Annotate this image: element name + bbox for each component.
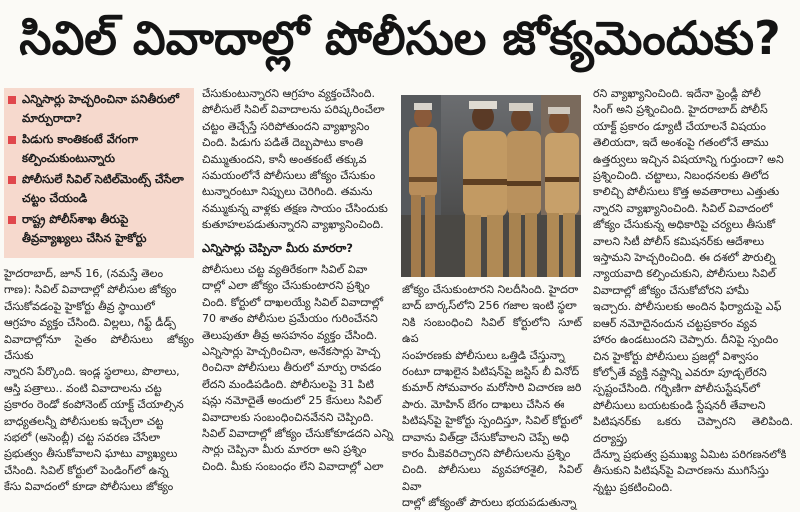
article-column-4 [593, 86, 793, 494]
highlights-box [4, 88, 194, 258]
article-line: వివాదాల్లోనూ సైతం పోలీసులు జోక్యం చేసుకు [4, 332, 194, 363]
article-column-1 [4, 266, 194, 494]
article-line: కేసు వివాదంలో కూడా పోలీసులు జోక్యం [4, 480, 174, 494]
article-line: చింది. మీకు సంబంధం లేని వివాదాల్లో ఎలా [202, 459, 384, 473]
article-line: సమయంలోనే పోలీసులు జోక్యం చేసుకుం [202, 169, 376, 183]
article-line: చిమ్ముతుందని, కానీ అంతకంటే తక్కువ [202, 152, 367, 166]
article-line: న్యాయవాది కల్పించుకుని, పోలీసులు సివిల్ [593, 267, 776, 281]
article-line: న్నారని వ్యాఖ్యానించింది. సివిల్ వివాదంలో [593, 201, 773, 215]
highlight-text: పిడుగు కాంతికంటే వేగంగా కల్పించుకుంటున్నారు [22, 132, 139, 165]
article-line: ప్రభుత్వం తీసుకోవాలని ఘాటు వ్యాఖ్యలు [4, 447, 178, 461]
article-line: హైదరాబాద్, జూన్ 16, (నమస్తే తెలం [4, 267, 164, 280]
article-line: తీసుకుని పిటిషన్‌పై విచారణను ముగిసేస్తు [593, 464, 769, 478]
bullet-square-icon [8, 216, 16, 224]
article-line: తెలియదా, ఇదే అంశంపై గతంలోనే తాము [593, 136, 769, 150]
article-line: కారం మీకెవరిచ్చారని పోలీసులను ప్రశ్నిం [402, 447, 571, 461]
article-line: ఇచ్చారు. పోలీసులకు అందిన ఫిర్యాదుపై ఎఫ్ [593, 300, 782, 314]
article-line: ప్రశ్నించింది. చట్టాలు, నిబంధనలకు తిలోద [593, 169, 769, 183]
article-line: రించినా పోలీసులు తీరులో మార్పు రావడం [202, 361, 382, 375]
article-line: తెలుపుతూ తీవ్ర అసహనం వ్యక్తం చేసింది. [202, 328, 378, 342]
bullet-square-icon [8, 136, 16, 144]
article-line: కుమార్ సోమవారం మరోసారి విచారణ జరి [402, 381, 582, 395]
article-line: చేసుకోవడంపై హైకోర్టు తీవ్ర స్థాయిలో [4, 299, 155, 313]
article-line: చట్టం తెచ్చేస్తే సరిపోతుందని వ్యాఖ్యానిం [202, 119, 370, 133]
article-line: ఐఆర్ నమోదైనందున చట్టప్రకారం వ్యవ [593, 316, 757, 330]
bullet-square-icon [8, 176, 16, 184]
article-line: నికి సంబంధించి సివిల్ కోర్టులోని సూట్ ఉప [402, 315, 582, 346]
article-line: ఇస్తామని హెచ్చరించింది. ఈ దశలో పౌరుల్ని [593, 251, 776, 265]
article-line: సభలో (అసెంబ్లీ) చట్ట సవరణ చేసేలా [4, 431, 161, 445]
article-line: వాలని సిటీ పోలీస్ కమిషనర్‌కు ఆదేశాలు [593, 234, 765, 248]
highlight-item [8, 170, 190, 208]
bullet-square-icon [8, 96, 16, 104]
article-line: దావాను విత్‌డ్రా చేసుకోవాలని చెప్పే అధి [402, 430, 570, 444]
subheading: ఎన్నిసార్లు చెప్పినా మీరు మారరా? [202, 241, 353, 255]
article-line: చింది. పోలీసులు వ్యవహారశైలి, సివిల్ వివా [402, 463, 582, 493]
article-line: బాధ్యతలన్నీ పోలీసులకు ఇచ్చేలా చట్ట [4, 414, 164, 428]
article-line: చేసింది. సివిల్ కోర్టులో పెండింగ్‌లో ఉన్న [4, 463, 169, 477]
article-line: ప్రకారం రెండో కంపోనెంట్ యాక్ట్ చేయాల్సిన [4, 398, 184, 412]
article-line: చేసుకుంటున్నారని ఆగ్రహం వ్యక్తంచేసింది. [202, 87, 375, 100]
article-line: గాణ): సివిల్ వివాదాల్లో పోలీసుల జోక్యం [4, 283, 177, 297]
article-line: సార్లు చెప్పినా మీరు మారరా అని ప్రశ్నిం [202, 443, 367, 457]
police-officers-photo [401, 95, 581, 277]
article-line: ఆగ్రహం వ్యక్తం చేసింది. విల్లలు, గిఫ్ట్ డీడ్స్ [4, 316, 176, 330]
article-line: పిటిషన్‌పై హైకోర్టు స్పందిస్తూ, సివిల్ కోర్టులో [402, 414, 582, 428]
article-line: రని వ్యాఖ్యానించింది. ఇదేనా ఫ్రెండ్లీ పోలీ [593, 87, 761, 100]
article-line: సివిల్ వివాదాల్లో జోక్యం చేసుకోకూడదని ఎన్ని [202, 427, 394, 441]
highlight-text: పోలీసులే సివిల్ సెటిల్‌మెంట్స్ చేసేలా చట్టం చేయండి [22, 172, 184, 205]
highlight-item [8, 210, 190, 248]
article-line: పోలీసులే సివిల్ వివాదాలను పరిష్కరించేలా [202, 103, 385, 117]
article-line: కుతూహలపడుతున్నారని వ్యాఖ్యానించింది. [202, 218, 384, 232]
article-line: సింగ్ అని ప్రశ్నించింది. హైదరాబాద్ పోలీస్ [593, 103, 768, 117]
article-line: షన్లు నమోదైతే అందులో 25 కేసులు సివిల్ [202, 394, 382, 408]
article-column-2-continued [202, 262, 394, 488]
article-line: ఎన్నిసార్లు హెచ్చరించినా, అనేకసార్లు హెచ్చ [202, 345, 381, 359]
article-line: రంటూ దాఖలైన పిటిషన్‌పై జస్టిస్ బీ వినోద్ [402, 365, 580, 379]
article-line: 70 శాతం పోలీసుల ప్రమేయం గురించేనని [202, 312, 378, 326]
article-column-2 [202, 86, 394, 236]
article-line: న్నారని పేర్కొంది. ఇండ్ల స్థలాలు, పొలాలు, [4, 365, 180, 379]
article-line: పారు. మోహిన్ బేగం దాఖలు చేసిన ఈ [402, 397, 565, 411]
article-line: న్నట్టు ప్రకటించింది. [593, 480, 673, 494]
article-line: చింది. కోర్టులో దాఖలయ్యే సివిల్ వివాదాల్లో [202, 295, 384, 309]
article-line: లేదని మండిపడింది. పోలీసులపై 31 పిటి [202, 377, 374, 391]
article-line: కాలిచ్చి పోలీసులు కొత్త అవతారాలు ఎత్తుతు [593, 185, 780, 199]
article-line: నమ్ముకున్న వాళ్లకు తక్షణ సాయం చేసిందుకు [202, 201, 388, 215]
article-line: యాక్ట్ ప్రకారం డ్యూటీ చేయాలనే విషయం [593, 119, 766, 133]
article-line: ఆస్తి పత్రాలు.. వంటి వివాదాలను చట్ట [4, 381, 162, 395]
article-line: వివాదాలకు సంబంధించినవేనని చెప్పింది. [202, 410, 374, 424]
highlight-item [8, 90, 190, 128]
article-line: దాల్లో ఎలా జోక్యం చేసుకుంటారని ప్రశ్నిం [202, 279, 370, 293]
highlight-text: ఎన్నిసార్లు హెచ్చరించినా పనితీరులో మార్పురాదా? [22, 92, 179, 125]
article-line: పిటిషనర్‌కు ఒకరు చెప్పారని తెలిపింది. దర్యాప్తు [593, 415, 793, 445]
article-line: కోల్పోతే వ్యక్తి నష్టాన్ని ఎవరూ పూడ్చలేరని [593, 365, 767, 379]
headline: సివిల్ వివాదాల్లో పోలీసుల జోక్యమెందుకు? [19, 11, 781, 65]
article-line: జోక్యం చేసుకుంటారని నిలదీసింది. హైదరా [402, 283, 579, 296]
article-line: ఉత్తర్వులు ఇచ్చిన విషయాన్ని గుర్తుందా? అని [593, 152, 784, 166]
article-line: జోక్యం చేసుకున్న అధికారిపై చర్యలు తీసుకో [593, 218, 776, 232]
article-column-3 [402, 282, 582, 510]
article-line: స్పష్టంచేసింది. గర్భిణిగా పోలీసుస్టేషన్‌లో [593, 382, 760, 396]
article-line: పోలీసులు బయటకుండి స్టేషనరీ తేవాలని [593, 398, 766, 412]
article-line: చిన హైకోర్టు పోలీసులు ప్రజల్లో విశ్వాసం [593, 349, 759, 363]
article-line: దేన్నూ ప్రభుత్వ ప్రముఖ్య ఏమిట పరిగణనలోకి [593, 447, 787, 461]
highlight-item [8, 130, 190, 168]
article-line: బాద్ బార్కస్‌లోని 256 గజాల ఇంటి స్థలా [402, 299, 577, 313]
article-line: చింది. పిడుగు పడితే దెబ్బపాటు కాంతి [202, 136, 364, 150]
article-line: పోలీసులు చట్ట వ్యతిరేకంగా సివిల్ వివా [202, 263, 368, 276]
article-line: టున్నారంటూ నిప్పులు చెరిగింది. తమను [202, 185, 373, 199]
article-line: హారం ఉండటుందని చెప్పారు. దీనిపై స్పందిం [593, 333, 779, 347]
highlight-text: రాష్ట్ర పోలీస్‌శాఖ తీరుపై తీవ్రవ్యాఖ్యలు చేసిన హైకోర్టు [22, 212, 147, 245]
article-line: వివాదాల్లో జోక్యం చేసుకోబోరని హామీ [593, 283, 749, 297]
article-line: దాల్లో జోక్యంతో పౌరులు భయపడుతున్నా [402, 496, 577, 510]
article-line: సంహరణకు పోలీసులు ఒత్తిడి చేస్తున్నా [402, 348, 565, 362]
